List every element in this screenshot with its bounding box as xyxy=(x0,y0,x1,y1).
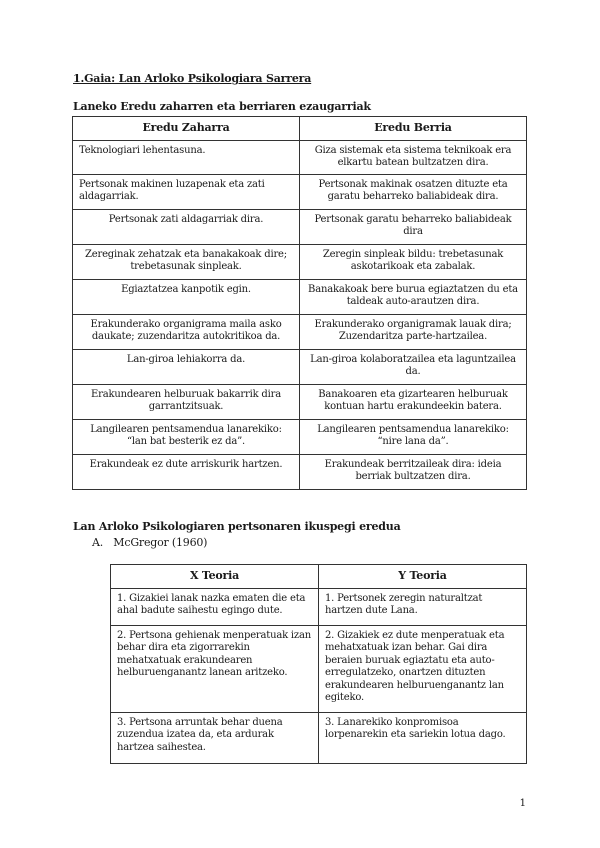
table-row xyxy=(111,588,527,625)
cell-left: Langilearen pentsamendua lanarekiko: “lan bat besterik ez da”. xyxy=(73,419,300,454)
cell-right: Banakakoak bere burua egiaztatzen du eta taldeak auto-arautzen dira. xyxy=(300,279,527,314)
cell-left: Erakundeak ez dute arriskurik hartzen. xyxy=(73,454,300,489)
eredu-comparison-table xyxy=(72,116,527,490)
cell-y-teoria: 1. Pertsonek zeregin naturaltzat hartzen dute Lana. xyxy=(319,588,527,625)
table-row xyxy=(73,140,527,174)
cell-left: Erakundearen helburuak bakarrik dira garrantzitsuak. xyxy=(73,384,300,419)
page-title: 1.Gaia: Lan Arloko Psikologiara Sarrera xyxy=(73,72,312,85)
table-row xyxy=(73,279,527,314)
page-number: 1 xyxy=(519,798,526,809)
cell-left: Zereginak zehatzak eta banakakoak dire; trebetasunak sinpleak. xyxy=(73,244,300,279)
column-header-eredu-berria: Eredu Berria xyxy=(300,117,527,141)
cell-x-teoria: 3. Pertsona arruntak behar duena zuzendua izatea da, eta ardurak hartzea saihestea. xyxy=(111,712,319,763)
section-heading-ereduak: Laneko Eredu zaharren eta berriaren ezaugarriak xyxy=(73,100,371,113)
cell-left: Teknologiari lehentasuna. xyxy=(73,140,300,174)
table-row xyxy=(111,712,527,763)
cell-right: Langilearen pentsamendua lanarekiko: “nire lana da”. xyxy=(300,419,527,454)
table-row xyxy=(73,174,527,209)
cell-left: Pertsonak makinen luzapenak eta zati aldagarriak. xyxy=(73,174,300,209)
subsection-mcgregor xyxy=(92,536,207,549)
cell-left: Egiaztatzea kanpotik egin. xyxy=(73,279,300,314)
cell-right: Lan-giroa kolaboratzailea eta laguntzailea da. xyxy=(300,349,527,384)
cell-y-teoria: 3. Lanarekiko konpromisoa lorpenarekin eta sariekin lotua dago. xyxy=(319,712,527,763)
cell-right: Banakoaren eta gizartearen helburuak kontuan hartu erakundeekin batera. xyxy=(300,384,527,419)
xy-teoria-table xyxy=(110,564,527,764)
table-row xyxy=(73,454,527,489)
cell-left: Lan-giroa lehiakorra da. xyxy=(73,349,300,384)
column-header-x-teoria: X Teoria xyxy=(111,565,319,589)
column-header-eredu-zaharra: Eredu Zaharra xyxy=(73,117,300,141)
cell-y-teoria: 2. Gizakiek ez dute menperatuak eta mehatxatuak izan behar. Gai dira beraien buruak egiaztatu eta auto-erregulatzeko, onartzen dituzten erakundearen helburuenganantz lan egiteko. xyxy=(319,625,527,712)
table-row xyxy=(111,625,527,712)
cell-right: Erakunderako organigramak lauak dira; Zuzendaritza parte-hartzailea. xyxy=(300,314,527,349)
table-header-row xyxy=(73,117,527,141)
cell-right: Zeregin sinpleak bildu: trebetasunak askotarikoak eta zabalak. xyxy=(300,244,527,279)
column-header-y-teoria: Y Teoria xyxy=(319,565,527,589)
section-heading-ikuspegi: Lan Arloko Psikologiaren pertsonaren ikuspegi eredua xyxy=(73,520,401,533)
subsection-label: A. xyxy=(92,536,104,549)
cell-right: Pertsonak garatu beharreko baliabideak dira xyxy=(300,209,527,244)
cell-right: Erakundeak berritzaileak dira: ideia berriak bultzatzen dira. xyxy=(300,454,527,489)
cell-left: Erakunderako organigrama maila asko daukate; zuzendaritza autokritikoa da. xyxy=(73,314,300,349)
table-row xyxy=(73,384,527,419)
table-row xyxy=(73,419,527,454)
cell-x-teoria: 2. Pertsona gehienak menperatuak izan behar dira eta zigorrarekin mehatxatuak erakundearen helburuenganantz lanean aritzeko. xyxy=(111,625,319,712)
cell-right: Pertsonak makinak osatzen dituzte eta garatu beharreko baliabideak dira. xyxy=(300,174,527,209)
table-row xyxy=(73,314,527,349)
table-row xyxy=(73,349,527,384)
subsection-text: McGregor (1960) xyxy=(113,536,208,549)
table-row xyxy=(73,244,527,279)
table-header-row xyxy=(111,565,527,589)
cell-left: Pertsonak zati aldagarriak dira. xyxy=(73,209,300,244)
cell-right: Giza sistemak eta sistema teknikoak era elkartu batean bultzatzen dira. xyxy=(300,140,527,174)
table-row xyxy=(73,209,527,244)
cell-x-teoria: 1. Gizakiei lanak nazka ematen die eta ahal badute saihestu egingo dute. xyxy=(111,588,319,625)
